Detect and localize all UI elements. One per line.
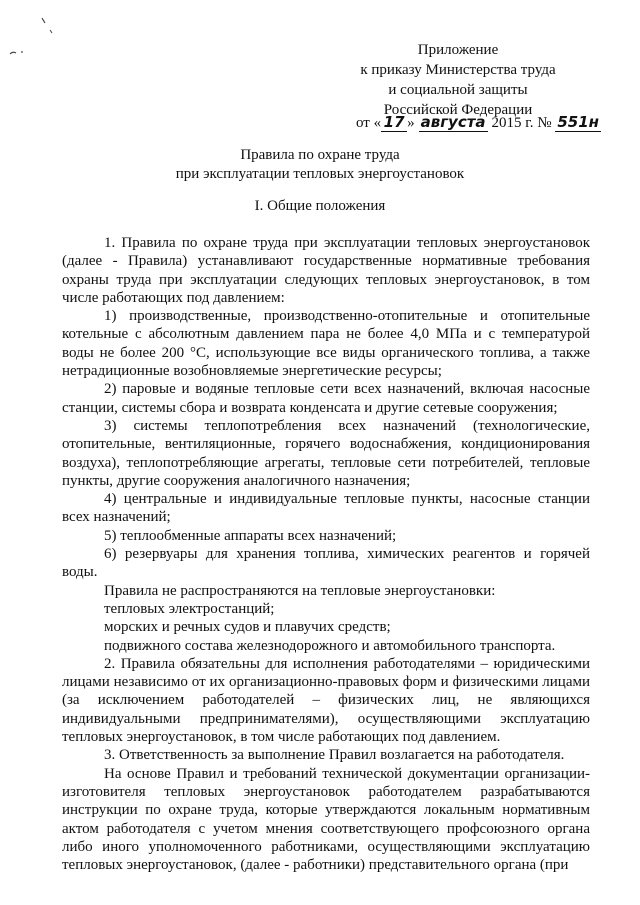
document-body — [62, 234, 590, 874]
appendix-line-1: Приложение — [417, 42, 499, 58]
appendix-line-3: и социальной защиты — [388, 82, 528, 98]
paragraph: 3. Ответственность за выполнение Правил возлагается на работодателя. — [104, 747, 565, 764]
paragraph: 4) центральные и индивидуальные тепловые пункты, насосные станции всех назначений; — [62, 491, 590, 526]
paragraph: 2. Правила обязательны для исполнения работодателями – юридическими лицами независимо от их организационно-правовых форм и физическими лицами (за исключением работодателей – физических лиц, не являющихся индивидуальными предпринимателями), осуществляющими эксплуатацию тепловых энергоустановок, в том числе работающих под давлением. — [62, 655, 590, 746]
section-heading: I. Общие положения — [254, 198, 386, 214]
paragraph: 2) паровые и водяные тепловые сети всех назначений, включая насосные станции, системы сбора и возврата конденсата и другие сетевые сооружения; — [62, 381, 590, 416]
paragraph: 5) теплообменные аппараты всех назначений; — [104, 527, 397, 544]
paragraph: 1) производственные, производственно-отопительные и отопительные котельные с абсолютным давлением пара не более 4,0 МПа и с температурой воды не более 200 °С, использующие все виды органического топлива, а также нетрадиционные возобновляемые энергетические ресурсы; — [62, 308, 590, 380]
appendix-line-2: к приказу Министерства труда — [360, 62, 556, 78]
date-year: 2015 г. № — [491, 115, 552, 131]
paragraph: 1. Правила по охране труда при эксплуатации тепловых энергоустановок (далее - Правила) устанавливают государственные нормативные требования охраны труда при эксплуатации следующих тепловых энергоустановок, в том числе работающих под давлением: — [62, 235, 590, 306]
date-day-handwritten: 17 — [381, 113, 407, 132]
paragraph: 3) системы теплопотребления всех назначений (технологические, отопительные, вентиляционные, горячего водоснабжения, кондиционирования воздуха), теплопотребляющие агрегаты, тепловые сети потребителей, тепловые пункты, другие сооружения аналогичного назначения; — [62, 417, 590, 489]
paragraph: На основе Правил и требований технической документации организации-изготовителя тепловых энергоустановок работодателем разрабатываются инструкции по охране труда, которые утверждаются локальным нормативным актом работодателя с учетом мнения соответствующего профсоюзного органа либо иного уполномоченного работниками, осуществляющими эксплуатацию тепловых энергоустановок, (далее - работники) представительного органа (при — [62, 765, 590, 874]
paragraph: подвижного состава железнодорожного и автомобильного транспорта. — [104, 637, 556, 654]
document-title — [0, 146, 640, 184]
paragraph: 6) резервуары для хранения топлива, химических реагентов и горячей воды. — [62, 546, 590, 581]
date-prefix: от « — [356, 115, 382, 131]
appendix-line-4: Российской Федерации — [383, 102, 533, 118]
order-date-line — [356, 113, 601, 132]
paragraph: Правила не распространяются на тепловые энергоустановки: — [104, 582, 496, 599]
date-month-handwritten: августа — [420, 113, 486, 131]
paragraph: тепловых электростанций; — [104, 600, 275, 617]
title-line-1: Правила по охране труда — [240, 147, 400, 163]
scan-marks-decoration — [6, 8, 86, 68]
title-line-2: при эксплуатации тепловых энергоустановок — [175, 166, 465, 182]
appendix-header — [338, 40, 578, 120]
order-number-handwritten: 551н — [557, 113, 600, 131]
date-mid: » — [407, 115, 415, 131]
paragraph: морских и речных судов и плавучих средств; — [104, 619, 391, 636]
